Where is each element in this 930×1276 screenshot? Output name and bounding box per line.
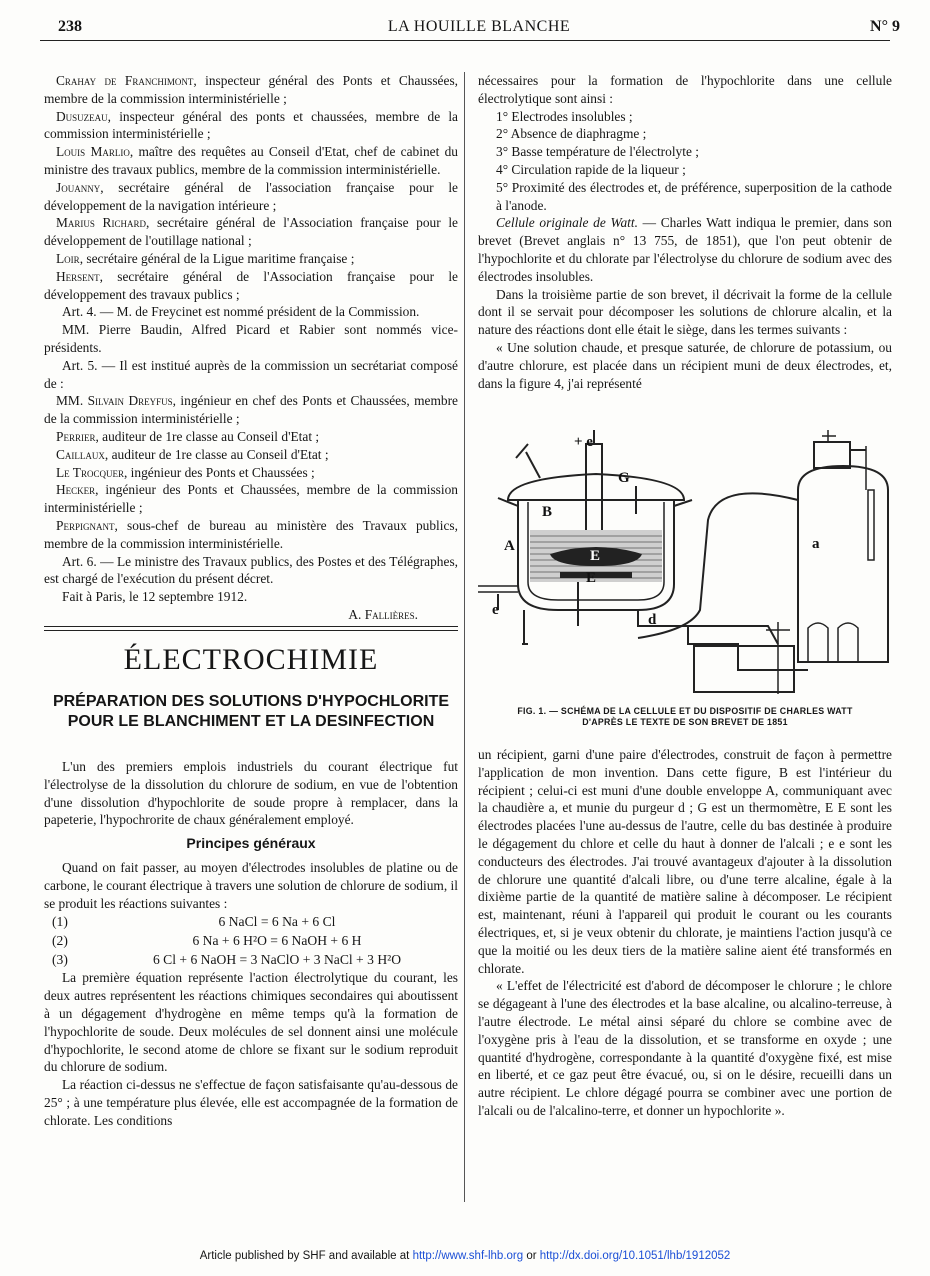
label-a: a	[812, 536, 820, 552]
secretariat-entry: Caillaux, auditeur de 1re classe au Conseil d'Etat ;	[56, 446, 329, 462]
condition-item: 2° Absence de diaphragme ;	[496, 126, 647, 142]
equation: (3) 6 Cl + 6 NaOH = 3 NaClO + 3 NaCl + 3 H²O	[52, 952, 402, 968]
member-entry: Jouanny, secrétaire général de l'association française pour le développement de la navigation intérieure ;	[44, 179, 458, 213]
member-entry: Marius Richard, secrétaire général de l'Association française pour le développement de l'outillage national ;	[44, 215, 458, 249]
article-body-right-top	[478, 72, 892, 392]
caption-line: D'APRÈS LE TEXTE DE SON BREVET DE 1851	[582, 717, 788, 727]
intro-paragraph: L'un des premiers emplois industriels du courant électrique fut l'électrolyse de la dissolution du chlorure de sodium, en vue de l'obtention d'une dissolution d'hypochlorite de soude propre à remplacer, dans la papeterie, l'hypochrorite de chaux généralement employé.	[44, 759, 458, 828]
article-title	[44, 692, 458, 732]
label-minus-e: e	[492, 602, 499, 618]
label-d: d	[648, 612, 657, 628]
section-rule	[44, 626, 458, 627]
condition-item: 5° Proximité des électrodes et, de préférence, superposition de la cathode à l'anode.	[496, 179, 892, 213]
article-title-line: PRÉPARATION DES SOLUTIONS D'HYPOCHLORITE	[52, 693, 450, 710]
issue-number: N° 9	[870, 18, 900, 35]
paragraph: un récipient, garni d'une paire d'électrodes, construit de façon à permettre l'application de mon invention. Dans cette figure, B est l'intérieur du récipient ; celui-ci est muni d'une double enveloppe A, communiquant avec la chaudière a, et munie du purgeur d ; G est un thermomètre, E E sont les électrodes placées l'une au-dessus de l'autre, celle du bas destinée à produire le dégagement du chlore et celle du haut à donner de l'alcali ; e e sont les conducteurs des électrodes. J'ai trouvé avantageux d'ajouter à la dissolution de chlorure une quantité d'alcali libre, ou d'une terre alcaline, égale à la dixième partie de la quantité de matière saline à décomposer. Le récipient est, maintenant, réuni à l'appareil qui produit le courant ou les courants électriques, et, si je veux obtenir du chlorate, je maintiens l'action jusqu'à ce que la moitié ou les deux tiers de la matière saline aient été transformés en chlorate.	[478, 747, 892, 976]
shf-link[interactable]: http://www.shf-lhb.org	[412, 1250, 524, 1262]
paragraph: « Une solution chaude, et presque saturée, de chlorure de potassium, ou d'autre chlorure, est placée dans un récipient muni de deux électrodes, et, dans la figure 4, j'ai représenté	[478, 339, 892, 391]
header-rule	[40, 40, 890, 41]
watt-cell-figure	[478, 430, 892, 702]
article-title-line: POUR LE BLANCHIMENT ET LA DESINFECTION	[67, 713, 435, 730]
journal-title: LA HOUILLE BLANCHE	[387, 18, 571, 35]
footer-prefix: Article published by SHF and available at	[199, 1250, 413, 1262]
equation: (2) 6 Na + 6 H²O = 6 NaOH + 6 H	[52, 933, 362, 949]
equation: (1) 6 NaCl = 6 Na + 6 Cl	[52, 914, 336, 930]
principles-paragraph: Quand on fait passer, au moyen d'électrodes insolubles de platine ou de carbone, le courant électrique à travers une solution de chlorure de sodium, il se produit les réactions suivantes :	[44, 859, 458, 911]
page-header	[58, 14, 900, 42]
page-number: 238	[58, 18, 82, 35]
secretariat-entry: Perpignant, sous-chef de bureau au ministère des Travaux publics, membre de la commission interministérielle.	[44, 517, 458, 551]
section-title: ÉLECTROCHIMIE	[123, 643, 379, 676]
figure-caption	[478, 706, 892, 728]
decree-date: Fait à Paris, le 12 septembre 1912.	[62, 589, 248, 605]
article-6: Art. 6. — Le ministre des Travaux publics, des Postes et des Télégraphes, est chargé de l'exécution du présent décret.	[44, 553, 458, 587]
label-G: G	[618, 470, 630, 486]
decree-text	[44, 72, 458, 624]
signature: A. Fallières.	[348, 606, 418, 622]
paragraph: nécessaires pour la formation de l'hypochlorite dans une cellule électrolytique sont ainsi :	[478, 73, 892, 106]
article-4: Art. 4. — M. de Freycinet est nommé président de la Commission.	[62, 304, 420, 320]
paragraph: La réaction ci-dessus ne s'effectue de façon satisfaisante qu'au-dessous de 25° ; à une température plus élevée, elle est accompagnée de la formation de chlorate. Les conditions	[44, 1077, 458, 1128]
label-E-lower: E	[586, 570, 597, 586]
condition-item: 3° Basse température de l'électrolyte ;	[496, 144, 699, 160]
paragraph: « L'effet de l'électricité est d'abord de décomposer le chlorure ; le chlore se dégageant à l'une des électrodes et la base alcaline, ou alcalino-terreuse, à l'autre électrode. Le métal ainsi séparé du chlore se combine avec de l'oxygène pris à l'eau de la dissolution, et se transforme en oxyde ; une quantité d'hydrogène, correspondante à la quantité d'oxygène fixé, est mise en liberté, et ce gaz peut être évacué, ou, si on le désire, recueilli dans un autre récipient. Le chlore dégagé pourra se combiner avec une portion de l'alcali ou de l'alcalino-terre, et donner un hypochlorite ».	[478, 978, 892, 1118]
column-divider	[464, 72, 465, 1202]
gauge-tube	[868, 490, 874, 560]
member-entry: Crahay de Franchimont, inspecteur général des Ponts et Chaussées, membre de la commission interministérielle ;	[44, 73, 459, 106]
secretariat-entry: Hecker, ingénieur des Ponts et Chaussées, membre de la commission interministérielle ;	[44, 482, 458, 516]
footer	[0, 1250, 930, 1262]
caption-line: FIG. 1. — SCHÉMA DE LA CELLULE ET DU DISPOSITIF DE CHARLES WATT	[517, 706, 853, 716]
watt-heading: Cellule originale de Watt.	[496, 215, 638, 231]
section-rule	[44, 630, 458, 631]
paragraph: La première équation représente l'action électrolytique du courant, les deux autres représentent les réactions chimiques secondaires qui aboutissent à un dégagement d'hydrogène en même temps qu'à la formation de l'hypochlorite de soude. Deux molécules de sel donnent ainsi une molécule d'hypochlorite, le second atome de chlore se fixant sur le sodium reproduit du chlorure de sodium.	[44, 970, 458, 1075]
member-entry: Louis Marlio, maître des requêtes au Conseil d'Etat, chef de cabinet du ministre des travaux publics, membre de la commission interministérielle.	[44, 144, 459, 177]
label-A: A	[504, 538, 515, 554]
secretariat-entry: Perrier, auditeur de 1re classe au Conseil d'Etat ;	[56, 428, 320, 444]
secretariat-entry: MM. Silvain Dreyfus, ingénieur en chef des Ponts et Chaussées, membre de la commission interministérielle ;	[44, 393, 458, 427]
condition-item: 1° Electrodes insolubles ;	[496, 108, 633, 124]
footer-mid: or	[523, 1250, 540, 1262]
apparatus-diagram	[478, 430, 892, 702]
boiler-dome	[814, 442, 850, 468]
article-body-right-bottom	[478, 746, 892, 1120]
cell-lid	[508, 474, 684, 500]
doi-link[interactable]: http://dx.doi.org/10.1051/lhb/1912052	[539, 1250, 731, 1262]
article-body-left	[44, 758, 458, 1130]
label-E-upper: E	[590, 548, 601, 564]
member-entry: Loir, secrétaire général de la Ligue maritime française ;	[56, 250, 355, 266]
watt-paragraph: Cellule originale de Watt. — Charles Watt indiqua le premier, dans son brevet (Brevet anglais n° 13 755, de 1851), que l'on peut obtenir de l'hypochlorite et du chlorate par l'électrolyse du chlorure de sodium avec des électrodes insolubles.	[478, 215, 892, 284]
secretariat-entry: Le Trocquer, ingénieur des Ponts et Chaussées ;	[56, 464, 315, 480]
article-5: Art. 5. — Il est institué auprès de la commission un secrétariat composé de :	[44, 357, 458, 391]
member-entry: Dusuzeau, inspecteur général des ponts et chaussées, membre de la commission interministérielle ;	[44, 108, 458, 142]
vice-presidents: MM. Pierre Baudin, Alfred Picard et Rabier sont nommés vice-présidents.	[44, 322, 458, 355]
subheading: Principes généraux	[186, 835, 316, 852]
member-entry: Hersent, secrétaire général de l'Association française pour le développement des travaux publics ;	[44, 268, 458, 302]
label-plus-e: + e	[574, 434, 593, 450]
paragraph: Dans la troisième partie de son brevet, il décrivait la forme de la cellule dont il se servait pour décomposer les solutions de chlorure alcalin, et la nature des réactions dont elle était le siège, dans les termes suivants :	[478, 286, 892, 338]
label-B: B	[542, 504, 553, 520]
condition-item: 4° Circulation rapide de la liqueur ;	[496, 161, 686, 177]
